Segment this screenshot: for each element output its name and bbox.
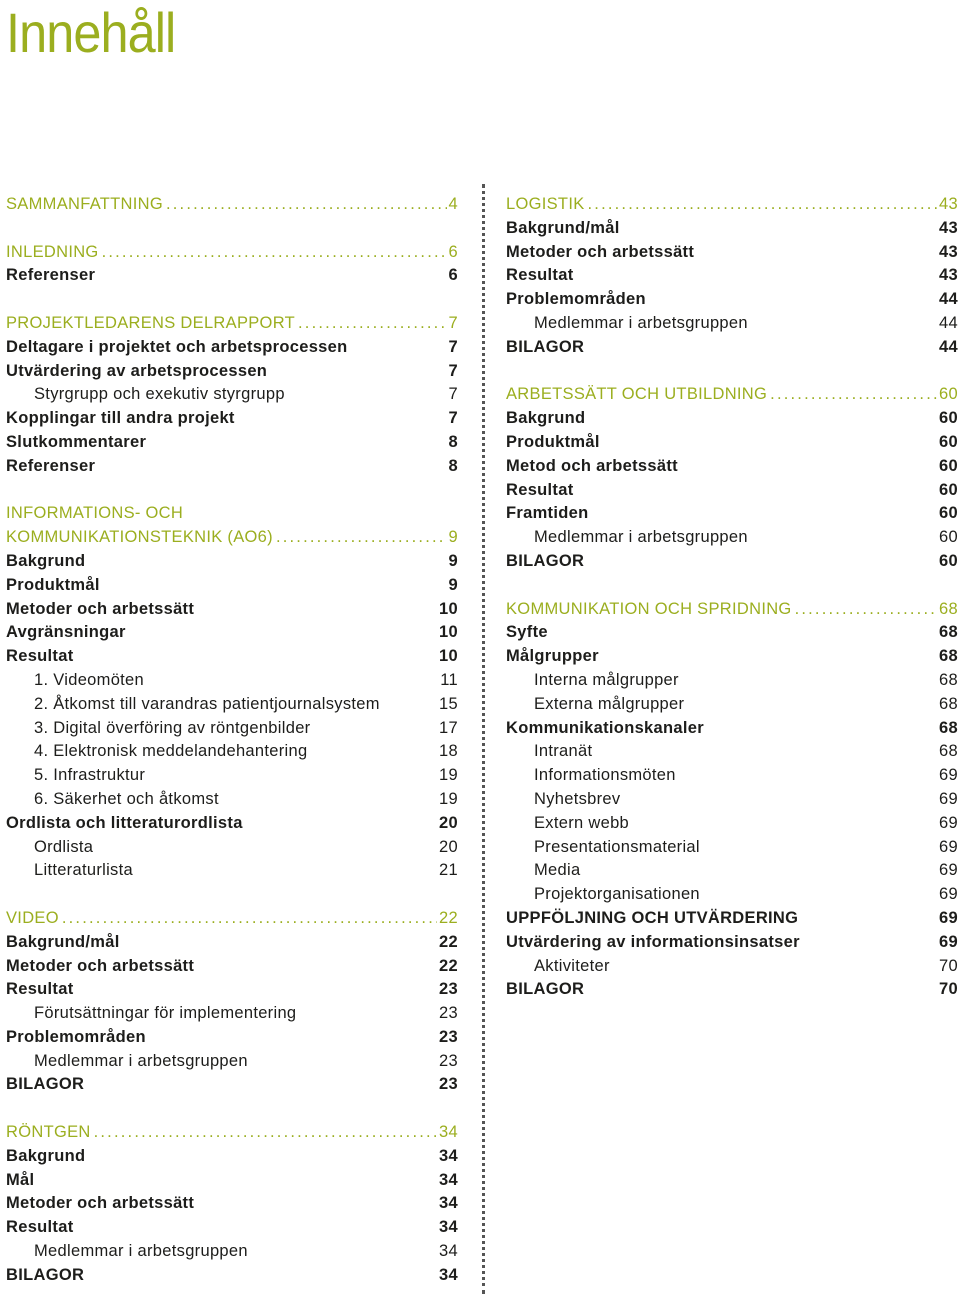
toc-page-number: 7 [448, 409, 458, 428]
toc-page-number: 7 [448, 361, 458, 380]
toc-entry[interactable] [506, 931, 958, 955]
toc-entry-title: Externa målgrupper [534, 694, 685, 713]
toc-page-number: 8 [448, 456, 458, 475]
toc-entry-title: Styrgrupp och exekutiv styrgrupp [34, 385, 285, 404]
toc-entry[interactable] [506, 312, 958, 336]
toc-page-number: 22 [439, 932, 458, 951]
toc-entry[interactable] [6, 1145, 458, 1169]
toc-page-number: 7 [448, 337, 458, 356]
toc-section-heading[interactable] [6, 526, 458, 550]
toc-spacer [506, 574, 958, 598]
toc-entry-title: Utvärdering av arbetsprocessen [6, 361, 268, 380]
toc-entry-title: Resultat [6, 647, 74, 666]
toc-page-number: 23 [439, 1027, 458, 1046]
toc-entry-title: Extern webb [534, 813, 630, 832]
toc-entry[interactable] [6, 955, 458, 979]
toc-section-heading[interactable] [506, 193, 958, 217]
toc-entry-title: Resultat [506, 266, 574, 285]
toc-page-number: 68 [939, 718, 958, 737]
toc-page-number: 60 [939, 480, 958, 499]
toc-page-number: 60 [939, 385, 958, 404]
toc-page-number: 69 [939, 766, 958, 785]
toc-entry[interactable] [6, 1073, 458, 1097]
toc-page-number: 43 [939, 218, 958, 237]
toc-entry-title: Problemområden [6, 1027, 146, 1046]
toc-entry-title: VIDEO [6, 908, 59, 927]
toc-entry[interactable] [6, 764, 458, 788]
toc-entry[interactable] [6, 431, 458, 455]
toc-page-number: 60 [939, 432, 958, 451]
toc-page-number: 22 [439, 908, 458, 927]
column-divider [482, 184, 485, 1294]
toc-page-number: 7 [448, 313, 458, 332]
toc-entry-title: Produktmål [6, 575, 100, 594]
toc-entry[interactable] [6, 1240, 458, 1264]
toc-page-number: 23 [439, 1051, 458, 1070]
toc-spacer [6, 883, 458, 907]
toc-entry-title: BILAGOR [506, 980, 585, 999]
toc-page-number: 19 [439, 766, 458, 785]
toc-section-heading[interactable] [506, 598, 958, 622]
toc-page-number: 34 [439, 1218, 458, 1237]
toc-dot-leader [62, 907, 437, 931]
toc-entry-title: Referenser [6, 266, 96, 285]
toc-entry[interactable] [6, 264, 458, 288]
toc-entry[interactable] [506, 693, 958, 717]
toc-entry-title: 6. Säkerhet och åtkomst [34, 789, 219, 808]
toc-entry-title: Problemområden [506, 290, 646, 309]
toc-page-number: 20 [439, 837, 458, 856]
toc-section-heading[interactable] [6, 907, 458, 931]
toc-page-number: 60 [939, 456, 958, 475]
toc-entry[interactable] [6, 550, 458, 574]
toc-entry-title: Intranät [534, 742, 593, 761]
toc-entry-title: KOMMUNIKATION OCH SPRIDNING [506, 599, 792, 618]
toc-entry[interactable] [6, 812, 458, 836]
toc-page-number: 68 [939, 670, 958, 689]
toc-entry-title: 3. Digital överföring av röntgenbilder [34, 718, 311, 737]
toc-entry-title: BILAGOR [506, 551, 585, 570]
toc-page-number: 34 [439, 1265, 458, 1284]
toc-entry-title: Utvärdering av informationsinsatser [506, 932, 800, 951]
toc-page-number: 69 [939, 789, 958, 808]
toc-page-number: 9 [448, 575, 458, 594]
toc-entry-title: BILAGOR [506, 337, 585, 356]
toc-entry-title: Resultat [506, 480, 574, 499]
page-title: Innehåll [6, 1, 176, 64]
toc-page-number: 22 [439, 956, 458, 975]
toc-entry-title: BILAGOR [6, 1265, 85, 1284]
toc-entry-title: 1. Videomöten [34, 670, 145, 689]
toc-entry[interactable] [6, 669, 458, 693]
toc-entry-title: Metoder och arbetssätt [6, 1194, 195, 1213]
toc-entry[interactable] [506, 836, 958, 860]
toc-entry-title: UPPFÖLJNING OCH UTVÄRDERING [506, 908, 799, 927]
toc-dot-leader [588, 193, 938, 217]
toc-entry[interactable] [6, 1026, 458, 1050]
toc-entry-title: Produktmål [506, 432, 600, 451]
toc-dot-leader [94, 1121, 437, 1145]
toc-dot-leader [166, 193, 447, 217]
toc-entry-title: Medlemmar i arbetsgruppen [34, 1242, 248, 1261]
toc-entry[interactable] [506, 740, 958, 764]
toc-entry[interactable] [6, 1216, 458, 1240]
toc-entry-title: Informationsmöten [534, 766, 676, 785]
toc-page-number: 34 [439, 1194, 458, 1213]
toc-entry-title: Deltagare i projektet och arbetsprocessen [6, 337, 348, 356]
toc-entry-title: Metoder och arbetssätt [6, 956, 195, 975]
toc-entry-title: Referenser [6, 456, 96, 475]
toc-entry[interactable] [6, 645, 458, 669]
toc-entry[interactable] [506, 407, 958, 431]
toc-entry[interactable] [506, 621, 958, 645]
toc-page-number: 44 [939, 313, 958, 332]
toc-entry[interactable] [6, 360, 458, 384]
toc-entry[interactable] [6, 717, 458, 741]
toc-entry[interactable] [506, 907, 958, 931]
toc-entry-title: Målgrupper [506, 647, 599, 666]
toc-entry-title: Kommunikationskanaler [506, 718, 704, 737]
toc-entry-title: ARBETSSÄTT OCH UTBILDNING [506, 385, 768, 404]
toc-section-heading[interactable] [6, 1121, 458, 1145]
toc-entry[interactable] [506, 502, 958, 526]
toc-entry[interactable] [506, 669, 958, 693]
toc-page-number: 68 [939, 694, 958, 713]
toc-entry-title: Ordlista och litteraturordlista [6, 813, 243, 832]
toc-entry-title: Litteraturlista [34, 861, 133, 880]
toc-page-number: 18 [439, 742, 458, 761]
toc-entry-title: Aktiviteter [534, 956, 610, 975]
toc-entry-title: Metoder och arbetssätt [506, 242, 695, 261]
toc-entry[interactable] [506, 336, 958, 360]
toc-entry-title: 5. Infrastruktur [34, 766, 146, 785]
toc-entry-title: Nyhetsbrev [534, 789, 621, 808]
toc-page-number: 60 [939, 409, 958, 428]
toc-spacer [6, 1097, 458, 1121]
toc-page-number: 8 [448, 432, 458, 451]
toc-entry[interactable] [6, 407, 458, 431]
toc-page-number: 44 [939, 290, 958, 309]
toc-entry-title: INLEDNING [6, 242, 99, 261]
toc-page-number: 15 [439, 694, 458, 713]
toc-spacer [6, 217, 458, 241]
toc-page-number: 43 [939, 242, 958, 261]
toc-entry-title: Slutkommentarer [6, 432, 147, 451]
toc-page-number: 9 [448, 551, 458, 570]
toc-section-heading[interactable] [6, 241, 458, 265]
toc-entry-title: BILAGOR [6, 1075, 85, 1094]
toc-page-number: 68 [939, 742, 958, 761]
toc-entry-title: Ordlista [34, 837, 94, 856]
toc-entry-title: Projektorganisationen [534, 885, 700, 904]
toc-entry[interactable] [506, 526, 958, 550]
toc-entry[interactable] [6, 1169, 458, 1193]
toc-entry[interactable] [6, 931, 458, 955]
toc-dot-leader [102, 241, 447, 265]
toc-entry[interactable] [506, 883, 958, 907]
toc-entry[interactable] [6, 574, 458, 598]
toc-entry-title: INFORMATIONS- OCH [6, 504, 184, 523]
toc-page-number: 23 [439, 980, 458, 999]
toc-page-number: 70 [939, 980, 958, 999]
toc-entry-title: Mål [6, 1170, 35, 1189]
toc-page-number: 60 [939, 528, 958, 547]
toc-page-number: 68 [939, 599, 958, 618]
toc-entry[interactable] [6, 740, 458, 764]
toc-entry[interactable] [6, 859, 458, 883]
toc-page-number: 69 [939, 837, 958, 856]
toc-entry[interactable] [6, 978, 458, 1002]
toc-entry[interactable] [506, 955, 958, 979]
toc-entry[interactable] [6, 836, 458, 860]
toc-entry-title: SAMMANFATTNING [6, 195, 163, 213]
toc-entry-title: Medlemmar i arbetsgruppen [534, 313, 748, 332]
toc-entry[interactable] [506, 241, 958, 265]
toc-entry[interactable] [6, 1002, 458, 1026]
toc-page-number: 4 [448, 195, 458, 213]
toc-page-number: 43 [939, 266, 958, 285]
toc-entry[interactable] [506, 812, 958, 836]
toc-page-number: 68 [939, 647, 958, 666]
toc-entry-title: Resultat [6, 980, 74, 999]
toc-page-number: 10 [439, 647, 458, 666]
toc-entry-title: Framtiden [506, 504, 589, 523]
toc-entry[interactable] [506, 264, 958, 288]
toc-entry-title: PROJEKTLEDARENS DELRAPPORT [6, 313, 295, 332]
toc-page-number: 23 [439, 1075, 458, 1094]
toc-page-number: 68 [939, 623, 958, 642]
toc-page-number: 10 [439, 599, 458, 618]
toc-entry[interactable] [6, 621, 458, 645]
toc-entry[interactable] [506, 288, 958, 312]
toc-page-number: 69 [939, 908, 958, 927]
toc-page-number: 34 [439, 1123, 458, 1142]
toc-entry-title: Bakgrund [6, 551, 86, 570]
toc-dot-leader [276, 526, 447, 550]
toc-page-number: 10 [439, 623, 458, 642]
toc-page-number: 60 [939, 504, 958, 523]
toc-entry[interactable] [6, 788, 458, 812]
toc-page-number: 34 [439, 1170, 458, 1189]
toc-entry[interactable] [506, 217, 958, 241]
toc-section-heading[interactable] [6, 502, 458, 526]
toc-entry[interactable] [506, 431, 958, 455]
toc-entry-title: Syfte [506, 623, 548, 642]
toc-right-column [506, 193, 958, 1002]
toc-entry[interactable] [506, 645, 958, 669]
toc-page-number: 21 [439, 861, 458, 880]
toc-entry-title: RÖNTGEN [6, 1123, 91, 1142]
toc-entry-title: LOGISTIK [506, 195, 585, 213]
toc-entry-title: Kopplingar till andra projekt [6, 409, 235, 428]
toc-left-column [6, 193, 458, 1288]
toc-entry[interactable] [506, 455, 958, 479]
toc-page-number: 23 [439, 1004, 458, 1023]
toc-page-number: 6 [448, 266, 458, 285]
toc-page-number: 69 [939, 861, 958, 880]
toc-entry-title: Bakgrund [506, 409, 586, 428]
toc-entry[interactable] [6, 383, 458, 407]
toc-page-number: 69 [939, 813, 958, 832]
toc-page-number: 6 [448, 242, 458, 261]
toc-entry-title: Metod och arbetssätt [506, 456, 678, 475]
toc-entry-title: Media [534, 861, 581, 880]
toc-entry[interactable] [6, 336, 458, 360]
toc-entry[interactable] [506, 550, 958, 574]
toc-entry-title: Interna målgrupper [534, 670, 679, 689]
toc-entry[interactable] [506, 978, 958, 1002]
toc-page-number: 60 [939, 551, 958, 570]
toc-page-number: 17 [439, 718, 458, 737]
toc-section-heading[interactable] [6, 312, 458, 336]
toc-entry-title: 4. Elektronisk meddelandehantering [34, 742, 308, 761]
toc-page-number: 9 [448, 528, 458, 547]
toc-page-number: 20 [439, 813, 458, 832]
toc-page-number: 44 [939, 337, 958, 356]
toc-page-number: 70 [939, 956, 958, 975]
toc-page-number: 19 [439, 789, 458, 808]
toc-page-number: 34 [439, 1242, 458, 1261]
toc-entry[interactable] [506, 479, 958, 503]
toc-entry[interactable] [6, 598, 458, 622]
toc-spacer [6, 288, 458, 312]
toc-entry-title: Förutsättningar för implementering [34, 1004, 297, 1023]
toc-dot-leader [770, 383, 937, 407]
toc-entry[interactable] [6, 693, 458, 717]
toc-entry[interactable] [6, 1050, 458, 1074]
toc-page-number: 34 [439, 1146, 458, 1165]
toc-page-number: 69 [939, 885, 958, 904]
toc-entry-title: 2. Åtkomst till varandras patientjournalsystem [34, 694, 380, 713]
toc-spacer [506, 360, 958, 384]
toc-entry-title: Medlemmar i arbetsgruppen [534, 528, 748, 547]
toc-entry-title: Resultat [6, 1218, 74, 1237]
toc-entry[interactable] [506, 764, 958, 788]
toc-page-number: 69 [939, 932, 958, 951]
toc-spacer [6, 479, 458, 503]
toc-page-number: 11 [440, 670, 458, 689]
toc-entry-title: Presentationsmaterial [534, 837, 700, 856]
toc-entry-title: Metoder och arbetssätt [6, 599, 195, 618]
toc-entry-title: Bakgrund [6, 1146, 86, 1165]
toc-entry-title: Medlemmar i arbetsgruppen [34, 1051, 248, 1070]
toc-page-number: 43 [939, 195, 958, 213]
toc-entry-title: Bakgrund/mål [6, 932, 120, 951]
toc-section-heading[interactable] [506, 383, 958, 407]
toc-entry-title: Bakgrund/mål [506, 218, 620, 237]
toc-entry[interactable] [506, 859, 958, 883]
toc-dot-leader [795, 598, 937, 622]
toc-entry[interactable] [6, 1264, 458, 1288]
toc-section-heading[interactable] [6, 193, 458, 217]
toc-entry-title: KOMMUNIKATIONSTEKNIK (AO6) [6, 528, 273, 547]
toc-page-number: 7 [448, 385, 458, 404]
toc-dot-leader [298, 312, 447, 336]
toc-entry-title: Avgränsningar [6, 623, 126, 642]
toc-entry[interactable] [506, 717, 958, 741]
toc-entry[interactable] [506, 788, 958, 812]
toc-entry[interactable] [6, 1192, 458, 1216]
toc-entry[interactable] [6, 455, 458, 479]
